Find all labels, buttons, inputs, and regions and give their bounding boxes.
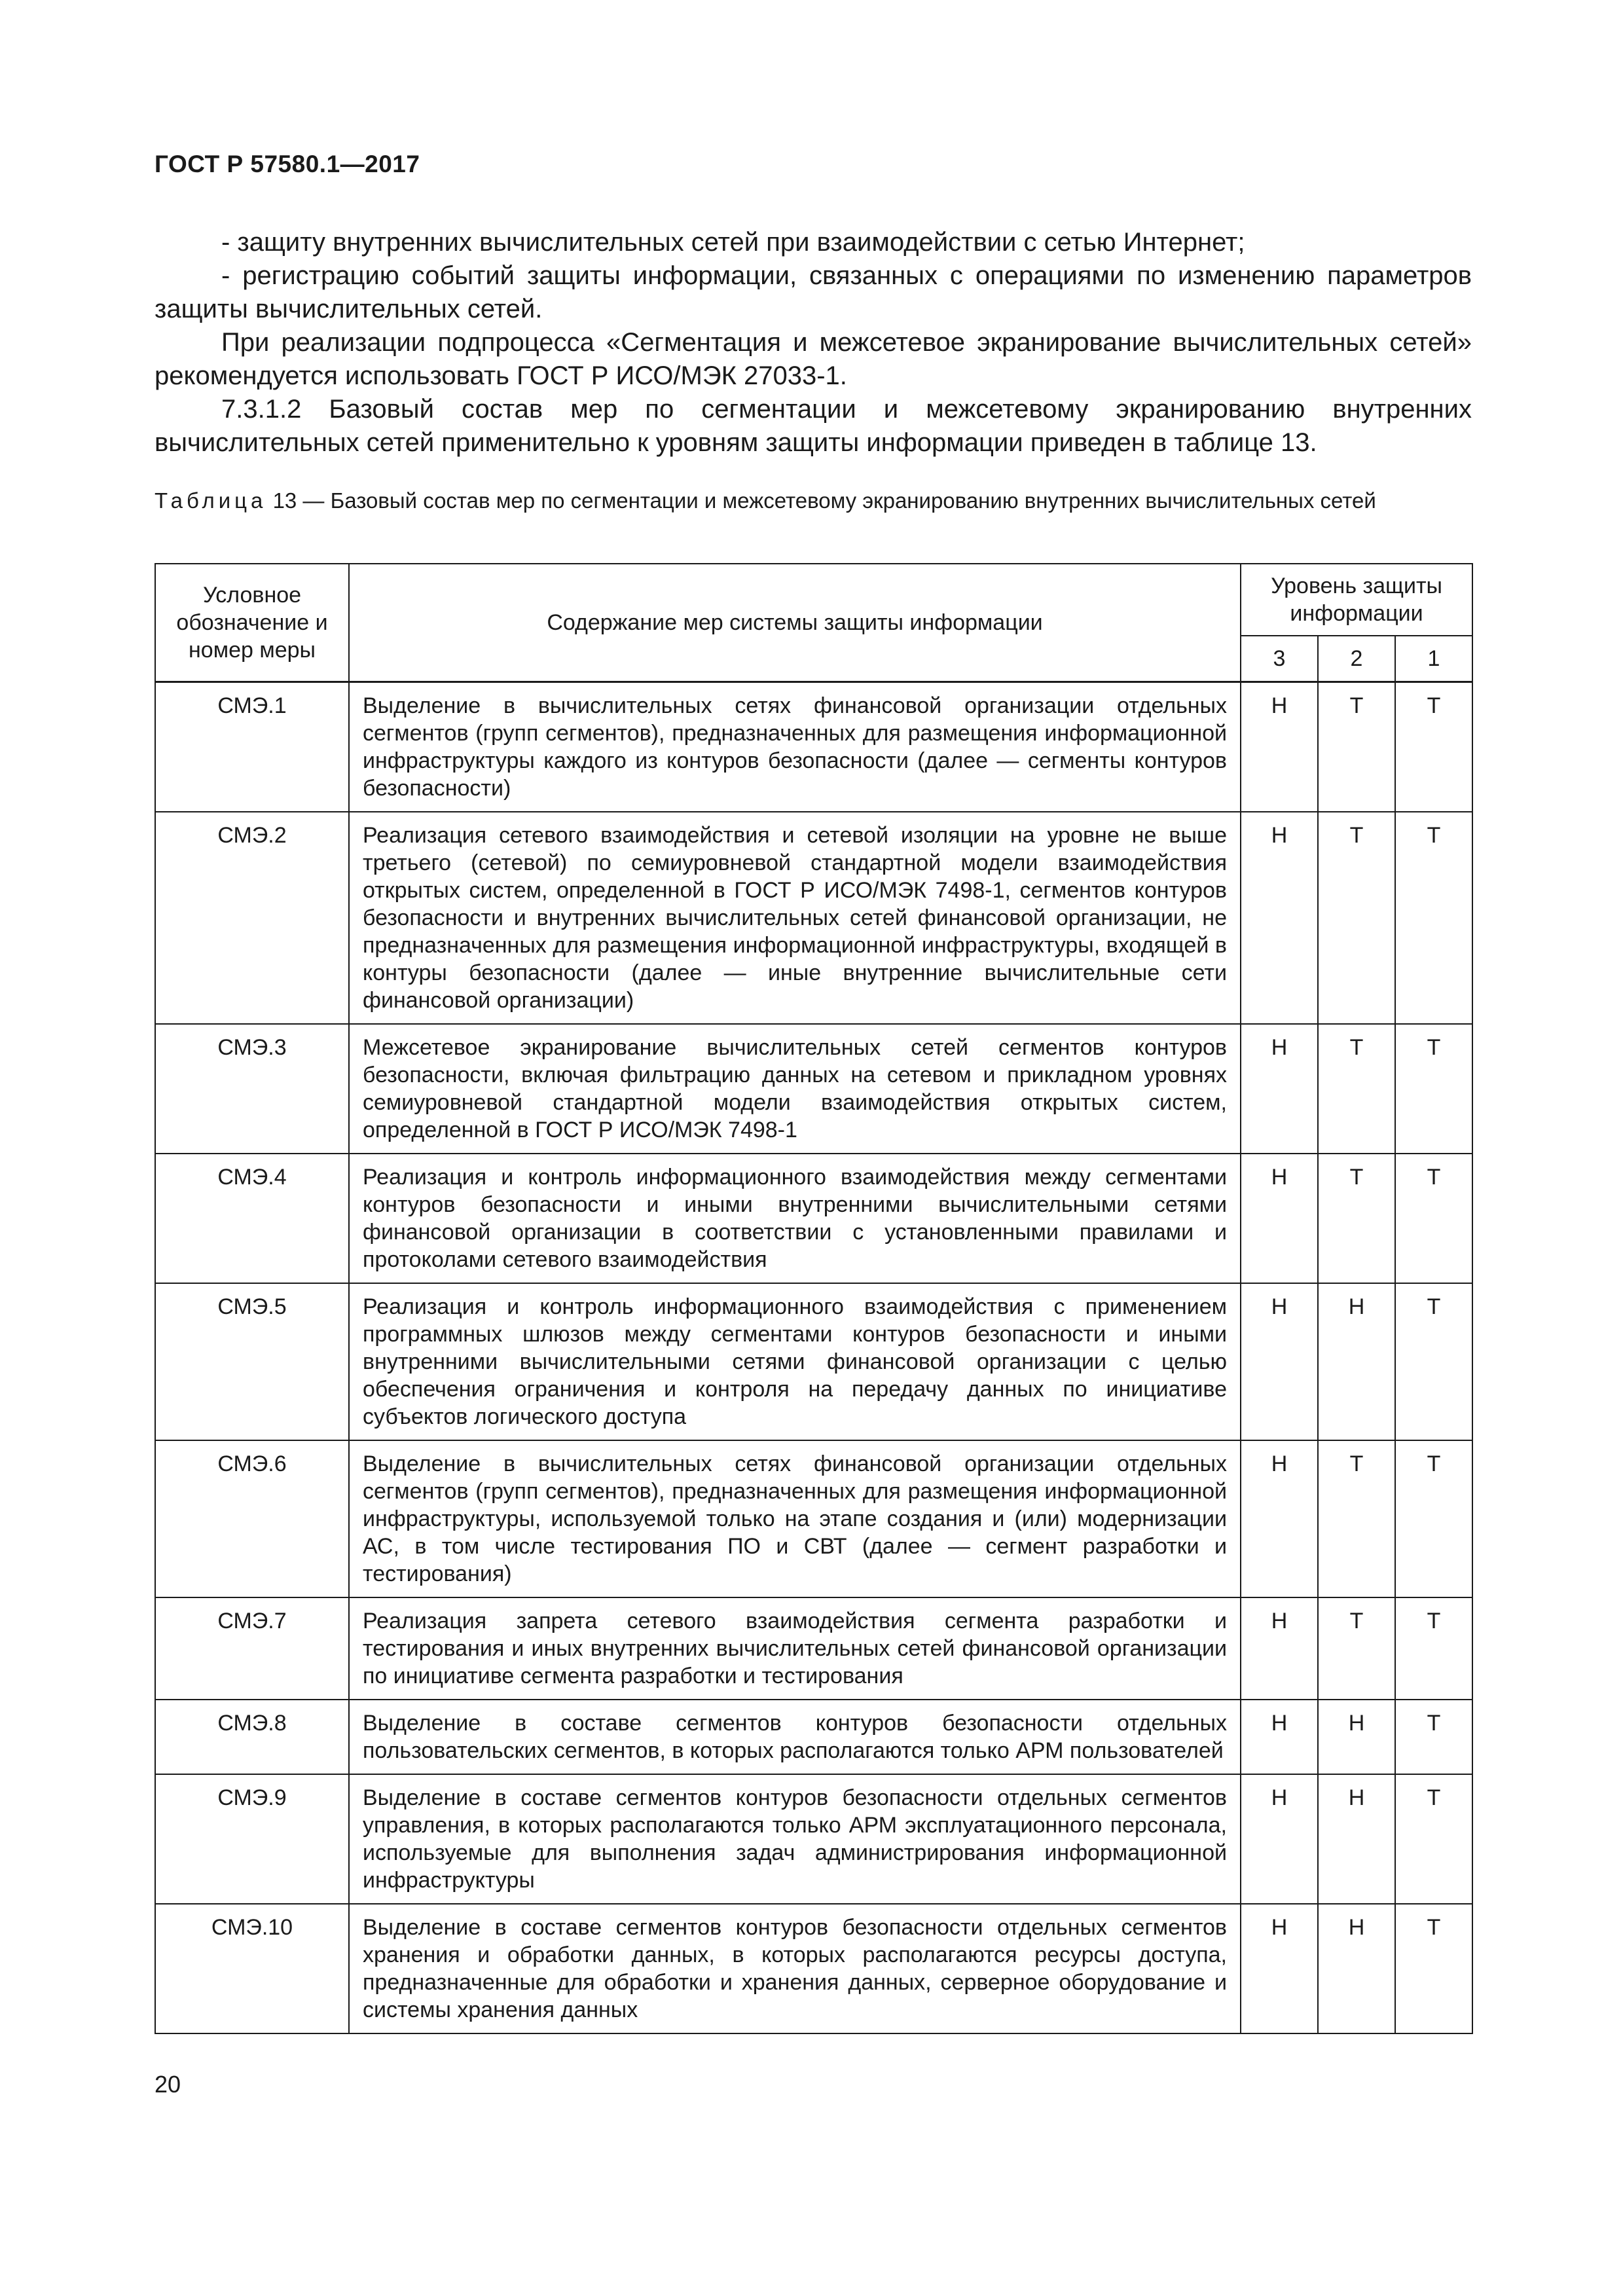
header-level-3: 3: [1241, 636, 1318, 682]
table-row: [155, 682, 1472, 812]
level-3-value: Н: [1241, 682, 1318, 812]
measure-text: Реализация и контроль информационного взаимодействия с применением программных шлюзов между сегментами контуров безопасности и иными внутренними вычислительными сетями финансовой организации с целью обеспечения ограничения и контроля на передачу данных по инициативе субъектов логического доступа: [349, 1283, 1241, 1440]
measure-code: СМЭ.6: [155, 1440, 349, 1597]
table-row: [155, 1904, 1472, 2033]
table-caption-text: 13 — Базовый состав мер по сегментации и межсетевому экранированию внутренних вычислительных сетей: [272, 488, 1376, 513]
level-3-value: Н: [1241, 1597, 1318, 1700]
measure-text: Реализация запрета сетевого взаимодействия сегмента разработки и тестирования и иных внутренних вычислительных сетей финансовой организации по инициативе сегмента разработки и тестирования: [349, 1597, 1241, 1700]
level-2-value: Н: [1318, 1283, 1395, 1440]
table-row: [155, 1283, 1472, 1440]
table-row: [155, 1700, 1472, 1774]
paragraph: - регистрацию событий защиты информации, связанных с операциями по изменению параметров защиты вычислительных сетей.: [155, 261, 1472, 323]
level-1-value: Т: [1395, 1904, 1472, 2033]
paragraph: - защиту внутренних вычислительных сетей при взаимодействии с сетью Интернет;: [221, 228, 1245, 257]
level-1-value: Т: [1395, 1774, 1472, 1904]
table-row: [155, 1774, 1472, 1904]
level-3-value: Н: [1241, 1283, 1318, 1440]
level-2-value: Н: [1318, 1700, 1395, 1774]
measure-text: Межсетевое экранирование вычислительных сетей сегментов контуров безопасности, включая фильтрацию данных на сетевом и прикладном уровнях семиуровневой стандартной модели взаимодействия открытых систем, определенной в ГОСТ Р ИСО/МЭК 7498-1: [349, 1024, 1241, 1154]
measure-code: СМЭ.5: [155, 1283, 349, 1440]
table-row: [155, 1597, 1472, 1700]
measure-text: Выделение в вычислительных сетях финансовой организации отдельных сегментов (групп сегментов), предназначенных для размещения информационной инфраструктуры, используемой только на этапе создания и (или) модернизации АС, в том числе тестирования ПО и СВТ (далее — сегмент разработки и тестирования): [349, 1440, 1241, 1597]
measure-text: Реализация сетевого взаимодействия и сетевой изоляции на уровне не выше третьего (сетевой) по семиуровневой стандартной модели взаимодействия открытых систем, определенной в ГОСТ Р ИСО/МЭК 7498-1, сегментов контуров безопасности и внутренних вычислительных сетей финансовой организации, не предназначенных для размещения информационной инфраструктуры, входящей в контуры безопасности (далее — иные внутренние вычислительные сети финансовой организации): [349, 812, 1241, 1024]
table-row: [155, 812, 1472, 1024]
measure-code: СМЭ.9: [155, 1774, 349, 1904]
level-1-value: Т: [1395, 1024, 1472, 1154]
level-2-value: Т: [1318, 1024, 1395, 1154]
document-code: ГОСТ Р 57580.1—2017: [155, 151, 420, 177]
header-level-1: 1: [1395, 636, 1472, 682]
table-caption: [155, 486, 1472, 515]
level-2-value: Т: [1318, 1597, 1395, 1700]
measure-text: Выделение в вычислительных сетях финансовой организации отдельных сегментов (групп сегментов), предназначенных для размещения информационной инфраструктуры каждого из контуров безопасности (далее — сегменты контуров безопасности): [349, 682, 1241, 812]
header-content: Содержание мер системы защиты информации: [349, 564, 1241, 682]
page-number: 20: [155, 2071, 181, 2098]
level-1-value: Т: [1395, 1597, 1472, 1700]
measure-text: Выделение в составе сегментов контуров безопасности отдельных пользовательских сегментов, в которых располагаются только АРМ пользователей: [349, 1700, 1241, 1774]
level-1-value: Т: [1395, 1283, 1472, 1440]
paragraph: 7.3.1.2 Базовый состав мер по сегментации и межсетевому экранированию внутренних вычислительных сетей применительно к уровням защиты информации приведен в таблице 13.: [155, 395, 1472, 457]
body-text: [155, 226, 1472, 460]
paragraph: При реализации подпроцесса «Сегментация и межсетевое экранирование вычислительных сетей» рекомендуется использовать ГОСТ Р ИСО/МЭК 27033-1.: [155, 328, 1472, 390]
level-2-value: Т: [1318, 1440, 1395, 1597]
header-code: Условное обозначение и номер меры: [155, 564, 349, 682]
header-level-2: 2: [1318, 636, 1395, 682]
measure-code: СМЭ.1: [155, 682, 349, 812]
level-1-value: Т: [1395, 682, 1472, 812]
table-row: [155, 1440, 1472, 1597]
table-caption-label: Таблица: [155, 488, 267, 513]
measure-code: СМЭ.7: [155, 1597, 349, 1700]
level-2-value: Т: [1318, 1154, 1395, 1283]
table-row: [155, 1024, 1472, 1154]
level-2-value: Т: [1318, 682, 1395, 812]
level-2-value: Н: [1318, 1774, 1395, 1904]
measure-code: СМЭ.3: [155, 1024, 349, 1154]
level-2-value: Н: [1318, 1904, 1395, 2033]
measure-text: Реализация и контроль информационного взаимодействия между сегментами контуров безопасности и иными внутренними вычислительными сетями финансовой организации в соответствии с установленными правилами и протоколами сетевого взаимодействия: [349, 1154, 1241, 1283]
measure-text: Выделение в составе сегментов контуров безопасности отдельных сегментов хранения и обработки данных, в которых располагаются ресурсы доступа, предназначенные для обработки и хранения данных, серверное оборудование и системы хранения данных: [349, 1904, 1241, 2033]
level-1-value: Т: [1395, 812, 1472, 1024]
level-3-value: Н: [1241, 1154, 1318, 1283]
level-3-value: Н: [1241, 1774, 1318, 1904]
level-1-value: Т: [1395, 1154, 1472, 1283]
level-3-value: Н: [1241, 812, 1318, 1024]
measure-code: СМЭ.4: [155, 1154, 349, 1283]
level-1-value: Т: [1395, 1440, 1472, 1597]
level-3-value: Н: [1241, 1440, 1318, 1597]
level-3-value: Н: [1241, 1700, 1318, 1774]
level-1-value: Т: [1395, 1700, 1472, 1774]
measure-code: СМЭ.2: [155, 812, 349, 1024]
measure-code: СМЭ.10: [155, 1904, 349, 2033]
measure-code: СМЭ.8: [155, 1700, 349, 1774]
level-3-value: Н: [1241, 1904, 1318, 2033]
level-3-value: Н: [1241, 1024, 1318, 1154]
level-2-value: Т: [1318, 812, 1395, 1024]
table-row: [155, 1154, 1472, 1283]
measure-text: Выделение в составе сегментов контуров безопасности отдельных сегментов управления, в которых располагаются только АРМ эксплуатационного персонала, используемые для выполнения задач администрирования информационной инфраструктуры: [349, 1774, 1241, 1904]
measures-table: [155, 563, 1473, 2034]
header-level-group: Уровень защиты информации: [1241, 564, 1472, 636]
